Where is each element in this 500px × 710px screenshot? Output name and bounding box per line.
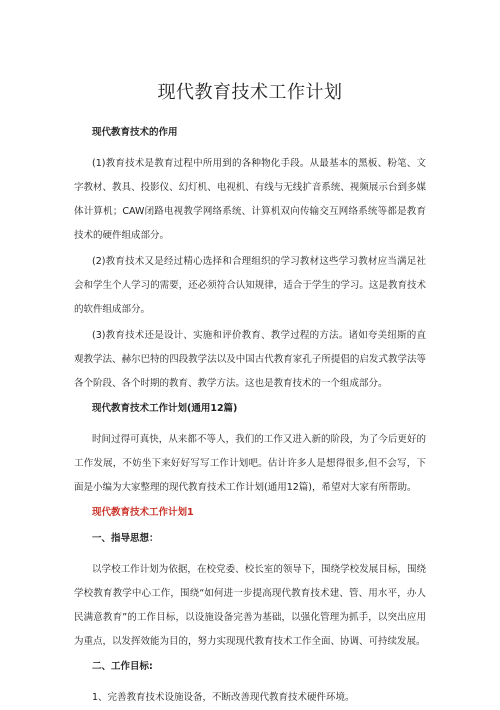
guide-heading: 一、指导思想：	[92, 533, 159, 544]
section-heading-plans: 现代教育技术工作计划(通用12篇)	[92, 403, 238, 414]
goal-item-1: 1、完善教育技术设施设备，不断改善现代教育技术硬件环境。	[92, 692, 355, 703]
goal-heading: 二、工作目标:	[92, 661, 153, 672]
paragraph-software: (2)教育技术又是经过精心选择和合理组织的学习教材这些学习教材应当满足社会和学生个人学习的需要，还必须符合认知规律，适合于学生的学习。这是教育技术的软件组成部分。	[74, 256, 426, 315]
paragraph-methods: (3)教育技术还是设计、实施和评价教育、教学过程的方法。诸如夸美纽斯的直观教学法、赫尔巴特的四段教学法以及中国古代教育家孔子所提倡的启发式教学法等各个阶段、各个时期的教育、教学方法。这也是教育技术的一个组成部分。	[74, 330, 426, 389]
document-title: 现代教育技术工作计划	[157, 82, 343, 103]
section-heading-role: 现代教育技术的作用	[92, 127, 178, 138]
plan-heading-1: 现代教育技术工作计划1	[92, 507, 194, 518]
paragraph-hardware: (1)教育技术是教育过程中所用到的各种物化手段。从最基本的黑板、粉笔、文字教材、教具、投影仪、幻灯机、电视机、有线与无线扩音系统、视频展示台到多媒体计算机；CAW闭路电视教学网络系统、计算机双向传输交互网络系统等都是教育技术的硬件组成部分。	[74, 158, 426, 241]
paragraph-guide: 以学校工作计划为依据，在校党委、校长室的领导下，围绕学校发展目标，围绕学校教育教学中心工作，围绕“如何进一步提高现代教育技术建、管、用水平，办人民满意教育”的工作目标，以设施设备完善为基础，以强化管理为抓手，以突出应用为重点，以发挥效能为目的，努力实现现代教育技术工作全面、协调、可持续发展。	[74, 564, 426, 647]
paragraph-intro: 时间过得可真快，从来都不等人，我们的工作又进入新的阶段，为了今后更好的工作发展，不妨坐下来好好写写工作计划吧。估计许多人是想得很多,但不会写，下面是小编为大家整理的现代教育技术工作计划(通用12篇)，希望对大家有所帮助。	[74, 434, 426, 493]
